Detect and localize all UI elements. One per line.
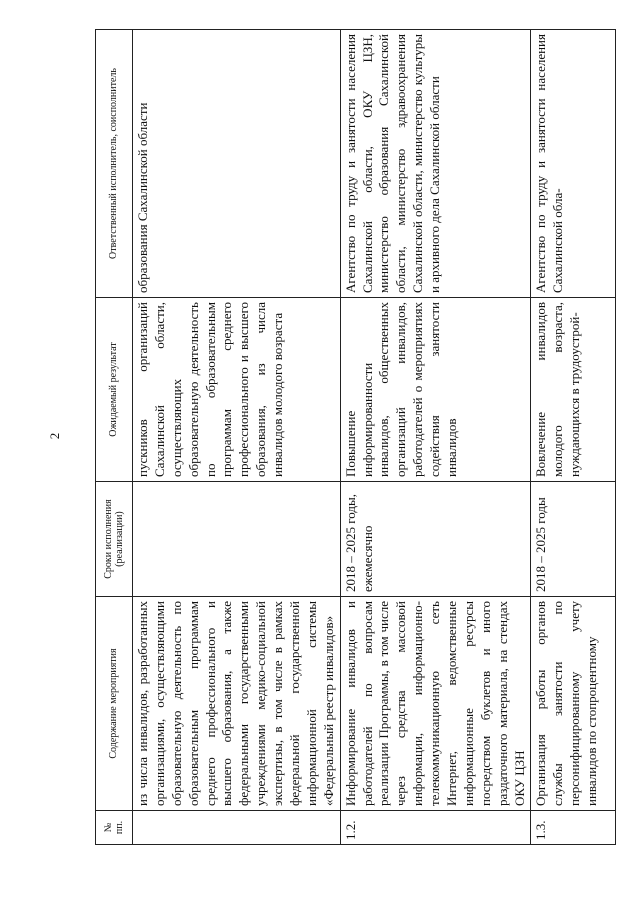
header-responsible: Ответственный исполнитель, соисполнитель [96,30,133,298]
page-number: 2 [47,432,62,440]
cell-num [133,811,341,845]
cell-activity: Организация работы органов службы занятости по персонифицированному учету инвалидов по стопроцентному [531,597,616,811]
table-row [133,30,341,845]
cell-term [133,482,341,597]
header-term: Сроки исполнения (реализации) [96,482,133,597]
table-row [340,30,531,845]
cell-result: Вовлечение инвалидов молодого возраста, нуждающихся в трудоустрой- [531,298,616,482]
cell-num: 1.2. [340,811,531,845]
table-header-row [96,30,133,845]
cell-result: Повышение информированности инвалидов, общественных организаций инвалидов, работодателей о мероприятиях содействия занятости инвалидов [340,298,531,482]
cell-term: 2018 – 2025 годы [531,482,616,597]
cell-num: 1.3. [531,811,616,845]
cell-activity: Информирование инвалидов и работодателей по вопросам реализации Программы, в том числе через средства массовой информации, информационно-телекоммуникационную сеть Интернет, ведомственные информационные ресурсы посредством буклетов и иного раздаточного материала, на стендах ОКУ ЦЗН [340,597,531,811]
header-activity: Содержание мероприятия [96,597,133,811]
rotated-table-container [95,30,600,845]
header-num: № пп. [96,811,133,845]
cell-responsible: Агентство по труду и занятости населения Сахалинской области, ОКУ ЦЗН, министерство образования Сахалинской области, министерство здравоохранения Сахалинской области, министерство культуры и архивного дела Сахалинской области [340,30,531,298]
cell-result: пускников организаций Сахалинской области, осуществляющих образовательную деятельность по образовательным программам среднего профессионального и высшего образования, из числа инвалидов молодого возраста [133,298,341,482]
header-result: Ожидаемый результат [96,298,133,482]
measures-table [95,29,616,845]
cell-responsible: образования Сахалинской области [133,30,341,298]
cell-responsible: Агентство по труду и занятости населения Сахалинской обла- [531,30,616,298]
cell-activity: из числа инвалидов, разработанных организациями, осуществляющими образовательную деятельность по образовательным программам среднего профессионального и высшего образования, а также федеральными государственными учреждениями медико-социальной экспертизы, в том числе в рамках федеральной государственной информационной системы «Федеральный реестр инвалидов» [133,597,341,811]
cell-term: 2018 – 2025 годы, ежемесячно [340,482,531,597]
table-row [531,30,616,845]
